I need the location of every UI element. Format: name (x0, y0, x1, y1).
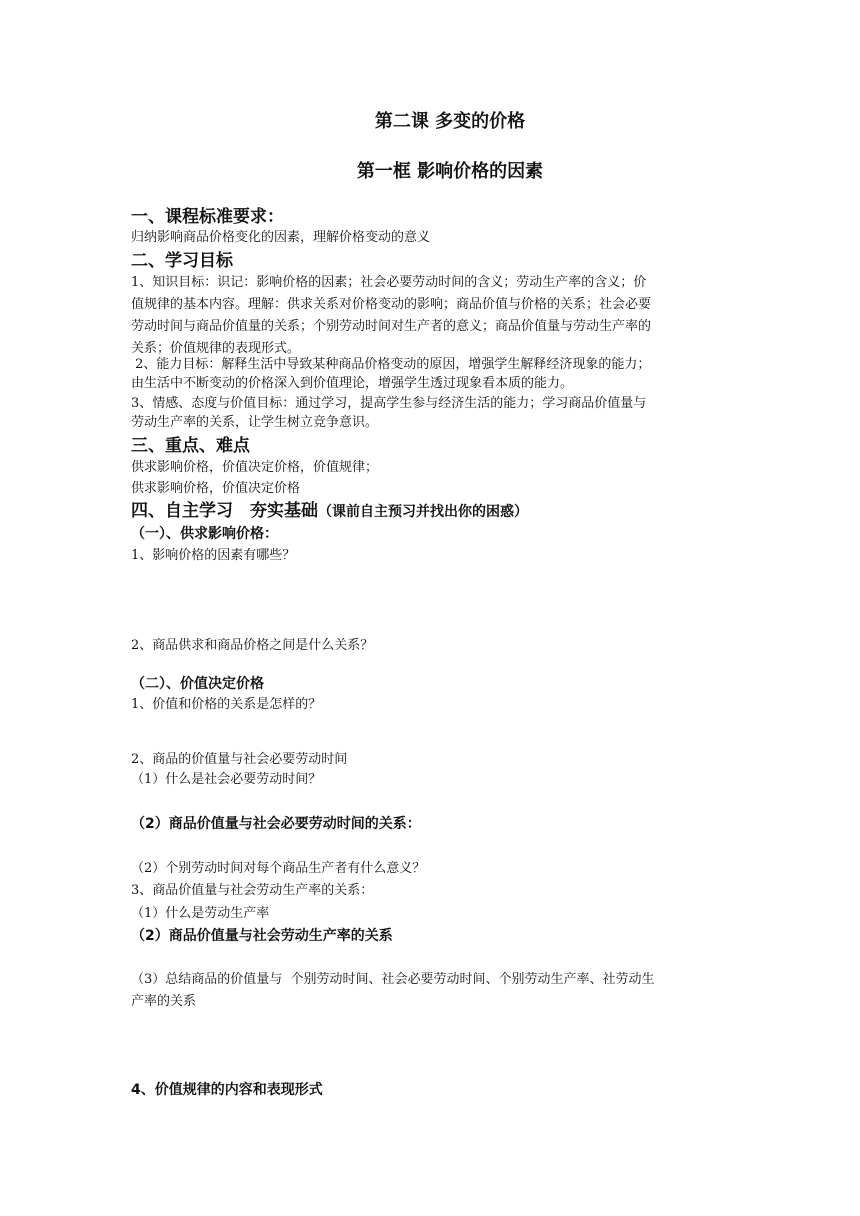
question: 3、商品价值量与社会劳动生产率的关系： (131, 883, 374, 898)
question: 产率的关系 (131, 994, 197, 1009)
question: （3）总结商品的价值量与 个别劳动时间、社会必要劳动时间、个别劳动生产率、社劳动生 (131, 972, 655, 987)
question-bold: （2）商品价值量与社会必要劳动时间的关系： (131, 816, 421, 832)
goals-line: 1、知识目标：识记：影响价格的因素；社会必要劳动时间的含义；劳动生产率的含义；价 (131, 275, 647, 290)
question: 2、商品供求和商品价格之间是什么关系？ (131, 638, 374, 653)
part1-heading: （一）、供求影响价格： (131, 526, 278, 542)
standard-heading: 一、课程标准要求： (131, 207, 284, 227)
goals-line: 劳动生产率的关系，让学生树立竞争意识。 (131, 415, 379, 430)
self-study-title: 四、自主学习 夯实基础 (131, 501, 318, 521)
key-line: 供求影响价格，价值决定价格 (131, 481, 301, 496)
goals-line: 关系；价值规律的表现形式。 (131, 341, 301, 356)
goals-line: 劳动时间与商品价值量的关系；个别劳动时间对生产者的意义；商品价值量与劳动生产率的 (131, 319, 652, 334)
page-title: 第二课 多变的价格 (374, 111, 526, 132)
key-heading: 三、重点、难点 (131, 436, 250, 456)
goals-line: 由生活中不断变动的价格深入到价值理论，增强学生透过现象看本质的能力。 (131, 376, 574, 391)
key-line: 供求影响价格，价值决定价格，价值规律； (131, 460, 379, 475)
question-bold: （2）商品价值量与社会劳动生产率的关系 (131, 928, 393, 944)
goals-line: 值规律的基本内容。理解：供求关系对价格变动的影响；商品价值与价格的关系；社会必要 (131, 297, 652, 312)
self-study-heading (131, 500, 528, 523)
page-subtitle: 第一框 影响价格的因素 (356, 161, 544, 182)
self-study-note: （课前自主预习并找出你的困惑） (318, 504, 528, 520)
question: 2、商品的价值量与社会必要劳动时间 (131, 752, 348, 767)
goals-heading: 二、学习目标 (131, 251, 233, 271)
goals-line: 2、能力目标：解释生活中导致某种商品价格变动的原因，增强学生解释经济现象的能力； (131, 357, 651, 372)
goals-line: 3、情感、态度与价值目标：通过学习，提高学生参与经济生活的能力；学习商品价值量与 (131, 396, 647, 411)
standard-text: 归纳影响商品价格变化的因素，理解价格变动的意义 (131, 230, 431, 245)
question: 1、影响价格的因素有哪些？ (131, 548, 296, 563)
question-bold: 4、价值规律的内容和表现形式 (131, 1082, 323, 1098)
question: （1）什么是社会必要劳动时间？ (131, 772, 322, 787)
question: （1）什么是劳动生产率 (131, 906, 270, 921)
question: 1、价值和价格的关系是怎样的？ (131, 697, 322, 712)
part2-heading: （二）、价值决定价格 (131, 676, 264, 692)
question: （2）个别劳动时间对每个商品生产者有什么意义？ (131, 861, 426, 876)
